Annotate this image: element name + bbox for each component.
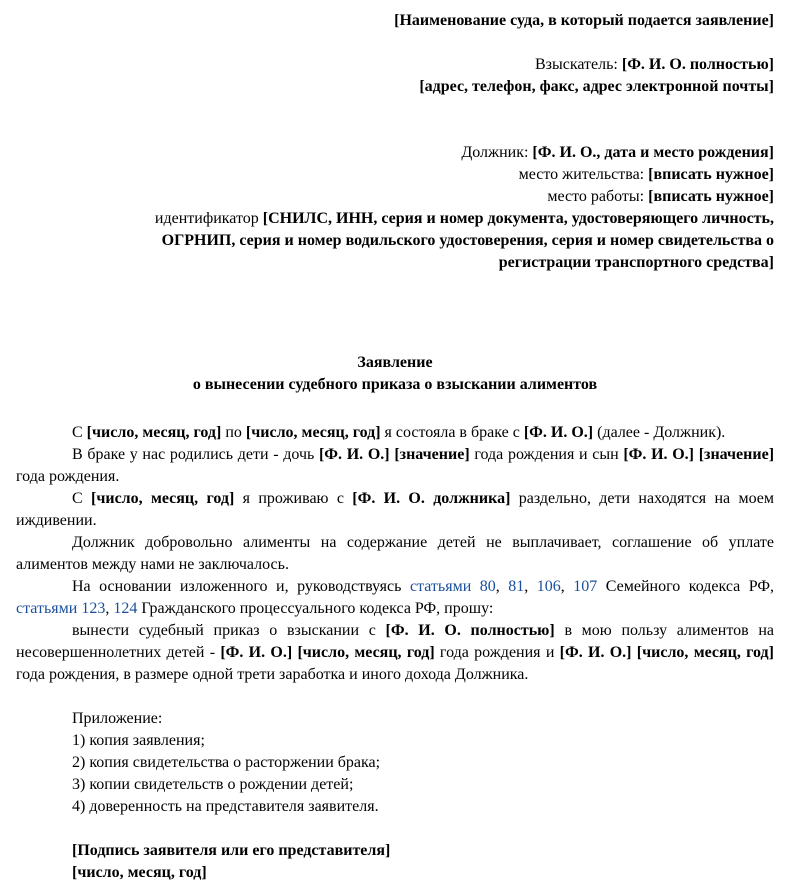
residence-value: [вписать нужное] bbox=[648, 166, 774, 183]
law-link[interactable]: статьями 80 bbox=[409, 578, 496, 595]
paragraph-nonpayment: Должник добровольно алименты на содержание детей не выплачивает, соглашение об уплате алиментов между нами не заключалось. bbox=[16, 534, 774, 573]
text-fragment: В браке у нас родились дети - дочь bbox=[72, 446, 319, 463]
signature-placeholder: [Подпись заявителя или его представителя] bbox=[72, 842, 391, 859]
text-fragment: (далее - Должник). bbox=[593, 424, 726, 441]
law-link[interactable]: 81 bbox=[508, 578, 525, 595]
attachment-item: 2) копия свидетельства о расторжении брака; bbox=[72, 754, 381, 771]
placeholder-name: [Ф. И. О.] bbox=[523, 424, 594, 441]
text-fragment: Семейного кодекса РФ, bbox=[597, 578, 775, 595]
text-fragment: я проживаю с bbox=[234, 490, 353, 507]
residence-line bbox=[16, 164, 774, 186]
text-fragment: , bbox=[560, 578, 574, 595]
work-line bbox=[16, 186, 774, 208]
placeholder-name: [Ф. И. О. полностью] bbox=[385, 622, 555, 639]
claimant-line bbox=[16, 54, 774, 76]
identifier-line bbox=[16, 208, 774, 274]
text-fragment: года рождения и bbox=[434, 644, 560, 661]
law-link[interactable]: 106 bbox=[536, 578, 561, 595]
text-fragment: в мою пользу алиментов на несовершеннолетних детей - bbox=[16, 622, 775, 661]
text-fragment: года рождения, в размере одной трети заработка и иного дохода Должника. bbox=[16, 666, 529, 683]
debtor-block bbox=[16, 142, 774, 274]
text-fragment: Гражданского процессуального кодекса РФ, прошу: bbox=[137, 600, 494, 617]
document bbox=[16, 0, 774, 884]
text-fragment: по bbox=[221, 424, 246, 441]
text-fragment: года рождения и сын bbox=[469, 446, 624, 463]
court-header bbox=[16, 10, 774, 32]
text-fragment: С bbox=[72, 424, 87, 441]
text-fragment: года рождения. bbox=[16, 468, 120, 485]
text-fragment: , bbox=[524, 578, 537, 595]
identifier-value: [СНИЛС, ИНН, серия и номер документа, удостоверяющего личность, ОГРНИП, серия и номер водильского удостоверения, серия и номер свидетельства о регистрации транспортного средства] bbox=[161, 210, 774, 271]
work-value: [вписать нужное] bbox=[648, 188, 774, 205]
court-name: [Наименование суда, в который подается заявление] bbox=[394, 12, 774, 29]
placeholder-date: [число, месяц, год] bbox=[86, 424, 222, 441]
document-title bbox=[16, 352, 774, 396]
placeholder-value: [значение] bbox=[698, 446, 775, 463]
text-fragment: С bbox=[72, 490, 91, 507]
claimant-contacts: [адрес, телефон, факс, адрес электронной почты] bbox=[419, 78, 774, 95]
debtor-name: [Ф. И. О., дата и место рождения] bbox=[532, 144, 774, 161]
paragraph-legal-basis bbox=[16, 576, 774, 620]
paragraph-children bbox=[16, 444, 774, 488]
placeholder-date: [число, месяц, год] bbox=[245, 424, 381, 441]
title-line-2: о вынесении судебного приказа о взыскании алиментов bbox=[192, 376, 598, 393]
residence-label: место жительства: bbox=[518, 166, 649, 183]
placeholder-date: [число, месяц, год] bbox=[297, 644, 435, 661]
law-link[interactable]: статьями 123 bbox=[16, 600, 106, 617]
document-body bbox=[16, 422, 774, 686]
placeholder-name: [Ф. И. О.] bbox=[220, 644, 293, 661]
debtor-label: Должник: bbox=[461, 144, 533, 161]
paragraph-marriage bbox=[16, 422, 774, 444]
signature-block bbox=[16, 840, 774, 884]
placeholder-name: [Ф. И. О.] bbox=[623, 446, 694, 463]
identifier-label: идентификатор bbox=[154, 210, 263, 227]
title-line-1: Заявление bbox=[357, 354, 433, 371]
text-fragment: раздельно, дети находятся на моем иждивении. bbox=[16, 490, 775, 529]
claimant-label: Взыскатель: bbox=[534, 56, 622, 73]
placeholder-date: [число, месяц, год] bbox=[636, 644, 774, 661]
claimant-block bbox=[16, 54, 774, 98]
text-fragment: На основании изложенного и, руководствуясь bbox=[72, 578, 410, 595]
attachment-item: 3) копии свидетельств о рождении детей; bbox=[72, 776, 354, 793]
text-fragment: , bbox=[105, 600, 114, 617]
attachment-item: 4) доверенность на представителя заявителя. bbox=[72, 798, 379, 815]
attachments-heading: Приложение: bbox=[72, 710, 163, 727]
debtor-line bbox=[16, 142, 774, 164]
text-fragment: я состояла в браке с bbox=[380, 424, 524, 441]
attachment-item: 1) копия заявления; bbox=[72, 732, 205, 749]
claimant-name: [Ф. И. О. полностью] bbox=[621, 56, 774, 73]
law-link[interactable]: 124 bbox=[113, 600, 138, 617]
paragraph-separation bbox=[16, 488, 774, 532]
work-label: место работы: bbox=[547, 188, 649, 205]
text-fragment: , bbox=[495, 578, 509, 595]
signature-date: [число, месяц, год] bbox=[72, 864, 207, 881]
placeholder-name: [Ф. И. О.] bbox=[318, 446, 390, 463]
claimant-contacts-line bbox=[16, 76, 774, 98]
placeholder-value: [значение] bbox=[394, 446, 470, 463]
law-link[interactable]: 107 bbox=[573, 578, 598, 595]
paragraph-request bbox=[16, 620, 774, 686]
placeholder-name: [Ф. И. О.] bbox=[559, 644, 632, 661]
attachments bbox=[16, 708, 774, 818]
placeholder-name: [Ф. И. О. должника] bbox=[352, 490, 511, 507]
text-fragment: вынести судебный приказ о взыскании с bbox=[72, 622, 386, 639]
placeholder-date: [число, месяц, год] bbox=[91, 490, 235, 507]
